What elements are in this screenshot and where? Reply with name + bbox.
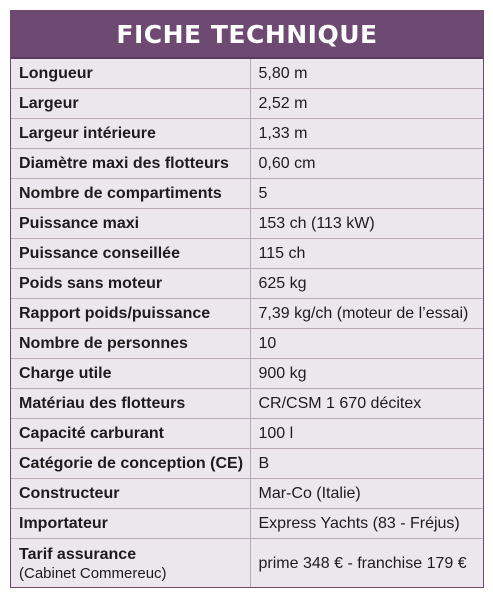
sheet-title: FICHE TECHNIQUE (11, 11, 483, 59)
row-label: Matériau des flotteurs (11, 389, 250, 419)
row-label: Rapport poids/puissance (11, 299, 250, 329)
row-label: Nombre de compartiments (11, 179, 250, 209)
row-value: 2,52 m (250, 89, 483, 119)
row-value: 1,33 m (250, 119, 483, 149)
table-row (11, 359, 483, 389)
row-label-sub: (Cabinet Commereuc) (19, 565, 167, 582)
row-label: Puissance maxi (11, 209, 250, 239)
row-label: Longueur (11, 59, 250, 89)
table-row (11, 419, 483, 449)
row-value: 5,80 m (250, 59, 483, 89)
row-value: Express Yachts (83 - Fréjus) (250, 509, 483, 539)
row-label: Nombre de personnes (11, 329, 250, 359)
row-label: Charge utile (11, 359, 250, 389)
row-label: Catégorie de conception (CE) (11, 449, 250, 479)
table-row (11, 479, 483, 509)
spec-sheet (10, 10, 484, 588)
table-row (11, 329, 483, 359)
spec-table (11, 59, 483, 588)
table-row (11, 389, 483, 419)
table-row (11, 539, 483, 589)
row-label: Importateur (11, 509, 250, 539)
row-value: CR/CSM 1 670 décitex (250, 389, 483, 419)
row-value: prime 348 € - franchise 179 € (258, 555, 467, 572)
row-value: 0,60 cm (250, 149, 483, 179)
table-row (11, 59, 483, 89)
row-value: 115 ch (250, 239, 483, 269)
row-value: 900 kg (250, 359, 483, 389)
row-label: Diamètre maxi des flotteurs (11, 149, 250, 179)
table-row (11, 449, 483, 479)
row-value: 153 ch (113 kW) (250, 209, 483, 239)
row-label (11, 539, 250, 589)
row-label: Constructeur (11, 479, 250, 509)
row-value: 7,39 kg/ch (moteur de l’essai) (250, 299, 483, 329)
table-row (11, 149, 483, 179)
table-row (11, 509, 483, 539)
table-row (11, 89, 483, 119)
row-label: Largeur (11, 89, 250, 119)
row-label: Largeur intérieure (11, 119, 250, 149)
row-label: Puissance conseillée (11, 239, 250, 269)
table-row (11, 179, 483, 209)
row-value: 625 kg (250, 269, 483, 299)
table-row (11, 269, 483, 299)
row-label-main: Tarif assurance (19, 546, 137, 563)
row-label: Poids sans moteur (11, 269, 250, 299)
row-value: Mar-Co (Italie) (250, 479, 483, 509)
row-value: 10 (250, 329, 483, 359)
row-value: 5 (250, 179, 483, 209)
row-label: Capacité carburant (11, 419, 250, 449)
row-value: B (250, 449, 483, 479)
row-value: 100 l (250, 419, 483, 449)
table-row (11, 209, 483, 239)
table-row (11, 239, 483, 269)
table-row (11, 299, 483, 329)
table-row (11, 119, 483, 149)
